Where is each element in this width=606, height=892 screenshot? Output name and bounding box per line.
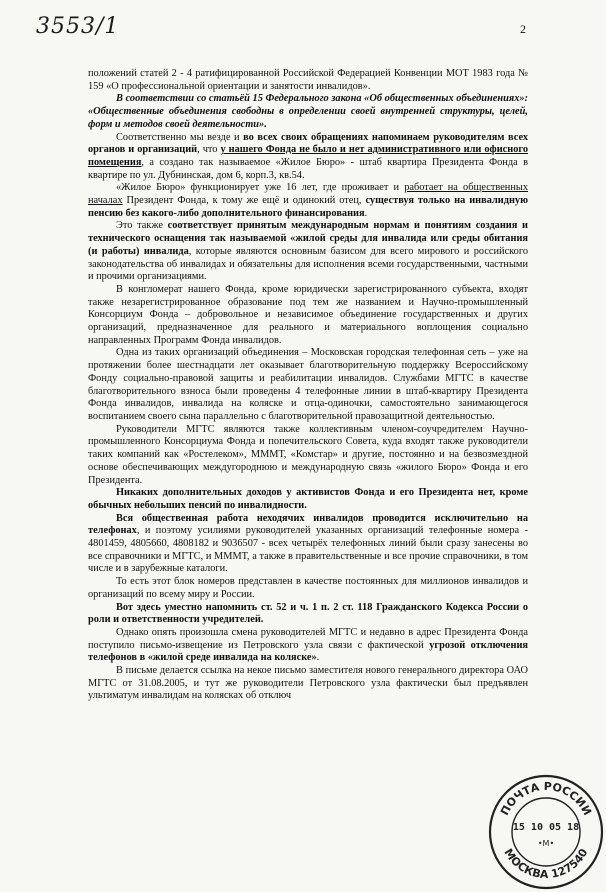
text-run: Одна из таких организаций объединения – Московская городская телефонная сеть – уже на протяжении более шестнадцати лет оказывает благотворительную поддержку Всероссийскому Фонду социально-правовой защиты и реабилитации инвалидов. Службами МГТС в качестве благотворительного взноса были проведены 4 телефонные линии в штаб-квартиру Президента Фонда инвалидов, инвалида на коляске и отца-одиночки, самостоятельно занимающегося воспитанием своего сына параллельно с благотворительной правозащитной деятельностью. <box>88 347 528 422</box>
text-run: Президент Фонда, к тому же ещё и одинокий отец, <box>122 195 366 207</box>
text-run: «Жилое Бюро» функционирует уже 16 лет, где проживает и <box>116 182 405 194</box>
text-run: Вся общественная работа неходячих инвалидов проводится исключительно на телефонах <box>88 512 528 537</box>
text-run: Однако опять произошла смена руководителей МГТС и недавно в адрес Президента Фонда поступило письмо-извещение из Петровского узла связи с фактической <box>88 626 528 651</box>
text-run: , и поэтому усилиями руководителей указанных организаций телефонные номера - 4801459, 4805660, 4808182 и 9036507 - всех четырёх телефонных линий были сразу занесены во все справочники и МГТС, и МММТ, а также в правительственные и все прочие справочники, в том числе и в зарубежные каталоги. <box>88 525 528 575</box>
paragraph <box>88 627 528 665</box>
paragraph <box>88 347 528 423</box>
paragraph <box>88 602 528 627</box>
paragraph <box>88 513 528 577</box>
paragraph <box>88 220 528 284</box>
text-run: , которые являются основным базисом для всего мирового и российского законодательства об инвалидах и обязательны для исполнения всеми государственными, частными и прочими организациями. <box>88 245 528 283</box>
text-run: То есть этот блок номеров представлен в качестве постоянных для миллионов инвалидов и организаций по всему миру и России. <box>88 576 528 600</box>
paragraph <box>88 182 528 220</box>
text-run: у нашего Фонда не было и нет административного или офисного помещения <box>88 144 528 168</box>
paragraph <box>88 68 528 93</box>
stamp-star: •M• <box>537 839 555 848</box>
text-run: В соответствии со статьёй 15 Федерального закона «Об общественных объединениях»: «Общественные объединения свободны в определении своей внутренней структуры, целей, форм и методов своей деятельности». <box>88 93 528 130</box>
paragraph <box>88 487 528 512</box>
stamp-date: 15 10 05 18 <box>512 822 580 833</box>
text-run: Соответственно мы везде и <box>116 131 244 143</box>
handwritten-reference-number: 3553/1 <box>36 14 120 39</box>
text-run: В письме делается ссылка на некое письмо заместителя нового генерального директора ОАО МГТС от 31.08.2005, и тут же руководители Петровского узла фактически был предъявлен ультиматум инвалидам на колясках об отключ <box>88 665 528 702</box>
page-number: 2 <box>520 22 526 36</box>
paragraph <box>88 284 528 348</box>
paragraph <box>88 665 528 703</box>
text-run: Руководители МГТС являются также коллективным членом-соучредителем Научно-промышленного Консорциума Фонда и попечительского Совета, куда входят также руководители таких компаний как «Ростелеком», МММТ, «Комстар» и другие, постоянно и на безвозмездной основе обеспечивающих междугороднюю и международную связь «жилого Бюро» Фонда и его Президента. <box>88 423 528 486</box>
paragraph <box>88 93 528 131</box>
text-run: положений статей 2 - 4 ратифицированной Российской Федерацией Конвенции МОТ 1983 года № 159 «О профессиональной ориентации и занятости инвалидов». <box>88 68 528 92</box>
paragraph <box>88 132 528 183</box>
text-run: Это также <box>116 220 168 232</box>
text-run: работает на общественных началах <box>88 182 528 207</box>
paragraph <box>88 424 528 488</box>
paragraph <box>88 576 528 601</box>
text-run: . <box>316 652 320 664</box>
text-run: В конгломерат нашего Фонда, кроме юридически зарегистрированного субъекта, входят также незарегистрированное образование под тем же названием и Научно-промышленный Консорциум Фонда – добровольное и независимое объединение государственных и других организаций, предназначенное для реального и материального воплощения социально направленных Программ Фонда инвалидов. <box>88 283 528 346</box>
text-run: Никаких дополнительных доходов у активистов Фонда и его Президента нет, кроме обычных небольших пенсий по инвалидности. <box>88 487 528 511</box>
text-run: , а создано так называемое «Жилое Бюро» - штаб квартира Президента Фонда в квартире по ул. Дубнинская, дом 6, корп.3, кв.54. <box>88 156 528 181</box>
stamp-top-text: ПОЧТА РОССИИ <box>498 779 594 818</box>
stamp-bottom-text: МОСКВА 127540 <box>501 846 591 882</box>
text-run: угрозой отключения телефонов в «жилой среде инвалида на коляске» <box>88 639 528 664</box>
text-run: соответствует принятым международным нормам и понятиям создания и технического оснащения так называемой «жилой среды для инвалида или среды обитания (и работы) инвалида <box>88 220 529 257</box>
document-body <box>88 68 528 703</box>
postal-stamp <box>486 772 606 892</box>
text-run: во всех своих обращениях напоминаем руководителям всех органов и организаций <box>88 131 528 156</box>
text-run: , что <box>197 144 221 156</box>
text-run: существуя только на инвалидную пенсию без какого-либо дополнительного финансирования <box>88 195 528 219</box>
text-run: Вот здесь уместно напомнить ст. 52 и ч. 1 п. 2 ст. 118 Гражданского Кодекса России о роли и ответственности учредителей. <box>88 601 528 626</box>
text-run: . <box>364 207 368 219</box>
